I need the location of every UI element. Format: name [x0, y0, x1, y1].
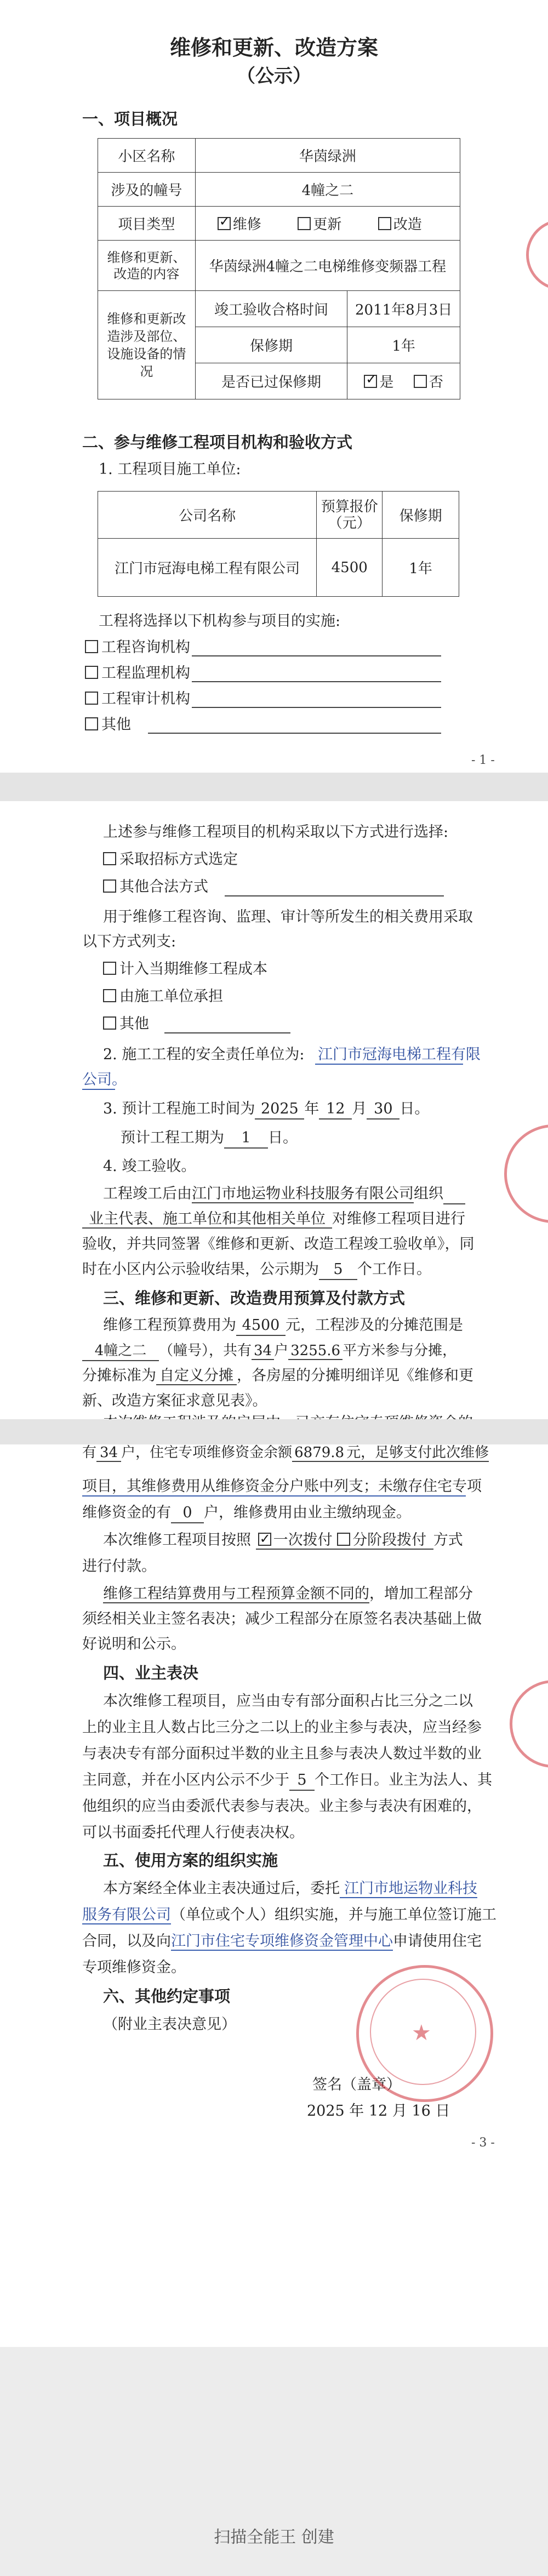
warranty-expired-options [347, 363, 460, 399]
blank-line [225, 895, 444, 896]
checkbox-update [298, 217, 311, 230]
page-1 [0, 0, 548, 773]
selection-method-text: 上述参与维修工程项目的机构采取以下方式进行选择: [103, 824, 449, 841]
settlement-line-3: 好说明和公示。 [82, 1636, 186, 1653]
area: 3255.6 [288, 1343, 342, 1360]
org-select-text: 工程将选择以下机构参与项目的实施: [99, 613, 341, 630]
option-other-method: 其他合法方式 [103, 878, 208, 896]
budget-amount: 4500 [317, 539, 383, 597]
work-content: 华茵绿洲4幢之二电梯维修变频器工程 [195, 241, 460, 291]
document-subtitle: （公示） [237, 65, 311, 87]
seal-star-icon: ★ [412, 2020, 431, 2046]
option-renovate: 改造 [393, 216, 422, 233]
vote-line-6: 可以书面委托代理人行使表决权。 [82, 1824, 304, 1841]
safety-unit-label: 2. 施工工程的安全责任单位为: [103, 1046, 305, 1063]
organizer: 江门市地运物业科技服务有限公司 [192, 1185, 414, 1202]
checkbox [103, 962, 116, 975]
safety-unit-value: 江门市冠海电梯工程有限 [318, 1046, 481, 1063]
col-header-budget: 预算报价（元） [317, 492, 383, 539]
option-yes: 是 [379, 374, 394, 391]
page-gap [0, 773, 548, 801]
budget-line: 维修工程预算费用为 4500 元，工程涉及的分摊范围是 [103, 1316, 463, 1336]
cell-label: 竣工验收合格时间 [195, 291, 347, 327]
checkbox-renovate [378, 217, 391, 230]
signature-label: 签名（盖章） [312, 2076, 401, 2093]
impl-line-2: 服务有限公司（单位或个人）组织实施，并与施工单位签订施工 [82, 1906, 496, 1923]
cell-label: 项目类型 [98, 207, 196, 241]
warranty: 1年 [383, 539, 459, 597]
unfunded-count: 0 [171, 1504, 204, 1523]
acceptance-line-4: 时在小区内公示验收结果，公示期为 5 个工作日。 [82, 1260, 431, 1280]
scope: 4幢之二 [82, 1341, 159, 1361]
fund-center: 江门市住宅专项维修资金管理中心 [171, 1933, 393, 1950]
acceptance-line-2: 业主代表、施工单位和其他相关单位 对维修工程项目进行 [82, 1210, 465, 1229]
vote-line-5: 他组织的应当由委派代表参与表决。业主参与表决有困难的， [82, 1798, 482, 1815]
fund-line-2: 有 34 户，住宅专项维修资金余额 6879.8 元，足够支付此次维修 [82, 1444, 489, 1461]
page-3 [0, 1444, 548, 2347]
option-project-cost: 计入当期维修工程成本 [103, 960, 267, 979]
section-3-heading: 三、维修和更新、改造费用预算及付款方式 [103, 1289, 406, 1307]
duration-line: 预计工程工期为 1 日。 [121, 1129, 298, 1149]
checkbox-yes-checked [364, 375, 377, 388]
payment-line: 本次维修工程项目按照 ✓ 一次拨付 分阶段拨付 方式 [103, 1531, 463, 1550]
attachment-note: （附业主表决意见） [103, 2016, 236, 2033]
start-month: 12 [319, 1100, 352, 1119]
cell-label: 维修和更新、改造的内容 [98, 241, 196, 291]
option-lump-sum: 一次拨付 [273, 1532, 333, 1549]
acceptance-line-1: 工程竣工后由江门市地运物业科技服务有限公司组织 [103, 1185, 465, 1204]
blank-line [164, 1032, 290, 1033]
blank-line [192, 655, 441, 656]
section-6-heading: 六、其他约定事项 [103, 1987, 231, 2006]
checkbox [85, 692, 98, 705]
blank-line [192, 707, 441, 708]
budget-amount: 4500 [236, 1316, 286, 1336]
section-4-heading: 四、业主表决 [103, 1664, 199, 1682]
vote-line-2: 上的业主且人数占比三分之二以上的业主参与表决，应当经参 [82, 1719, 482, 1736]
cell-label: 维修和更新改造涉及部位、设施设备的情况 [98, 291, 196, 399]
col-header-company: 公司名称 [98, 492, 317, 539]
unfunded-line: 维修资金的有 0 户，维修费用由业主缴纳现金。 [82, 1504, 411, 1523]
participants: 业主代表、施工单位和其他相关单位 [82, 1210, 332, 1229]
fee-method-text: 用于维修工程咨询、监理、审计等所发生的相关费用采取 [103, 909, 473, 926]
cell-label: 是否已过保修期 [195, 363, 347, 399]
checkbox [103, 989, 116, 1002]
checkbox [85, 717, 98, 730]
red-seal-partial [504, 1124, 548, 1223]
contractor-table [98, 491, 459, 597]
company-seal [356, 1965, 493, 2102]
section-5-heading: 五、使用方案的组织实施 [103, 1851, 278, 1870]
start-day: 30 [367, 1100, 399, 1119]
checkbox-staged [337, 1533, 350, 1546]
implementer: 江门市地运物业科技 [340, 1880, 477, 1898]
start-year: 2025 [255, 1100, 304, 1119]
org-item-consulting: 工程咨询机构 [85, 638, 190, 657]
fee-method-text-2: 以下方式列支: [82, 933, 176, 950]
org-item-audit: 工程审计机构 [85, 690, 190, 709]
item-1-contractor: 1. 工程项目施工单位: [99, 461, 241, 478]
checkbox [103, 879, 116, 893]
implementer-2: 服务有限公司 [82, 1906, 171, 1923]
community-name: 华茵绿洲 [195, 139, 460, 173]
allocation-standard: 自定义分摊 [156, 1367, 237, 1385]
impl-line-4: 专项维修资金。 [82, 1959, 186, 1976]
acceptance-line-3: 验收，并共同签署《维修和更新、改造工程竣工验收单》，同 [82, 1236, 475, 1253]
org-item-other: 其他 [85, 716, 131, 734]
payment-line-2: 进行付款。 [82, 1558, 156, 1575]
settlement-line-2: 须经相关业主签名表决；减少工程部分在原签名表决基础上做 [82, 1610, 482, 1627]
option-repair: 维修 [232, 216, 261, 233]
warranty-period: 1年 [347, 327, 460, 363]
option-contractor-pay: 由施工单位承担 [103, 987, 223, 1006]
settlement-line: 维修工程结算费用与工程预算金额不同的，增加工程部分 [103, 1585, 473, 1602]
vote-line-3: 与表决专有部分面积过半数的业主且参与表决人数过半数的业 [82, 1745, 482, 1762]
building-number: 4幢之二 [195, 173, 460, 207]
blank-line [148, 733, 441, 734]
page-number: - 1 - [471, 753, 495, 767]
option-tender: 采取招标方式选定 [103, 850, 238, 869]
impl-line-3: 合同，以及向江门市住宅专项维修资金管理中心申请使用住宅 [82, 1933, 482, 1950]
vote-line-4: 主同意，并在小区内公示不少于 5 个工作日。业主为法人、其 [82, 1771, 492, 1791]
publicity-days: 5 [319, 1260, 357, 1280]
checkbox-lump-sum-checked [258, 1533, 271, 1546]
schedule-line: 3. 预计工程施工时间为 2025 年 12 月 30 日。 [103, 1100, 429, 1119]
org-item-supervision: 工程监理机构 [85, 664, 190, 683]
vote-line-1: 本次维修工程项目，应当由专有部分面积占比三分之二以 [103, 1693, 473, 1710]
duration-days: 1 [224, 1129, 268, 1149]
vote-publicity-days: 5 [289, 1771, 315, 1791]
option-other-fee: 其他 [103, 1015, 149, 1033]
checkbox-no [414, 375, 427, 388]
scope-line: 4幢之二 （幢号），共有 34 户 3255.6 平方米参与分摊， [82, 1341, 456, 1361]
checkbox [85, 666, 98, 679]
household-count: 34 [252, 1343, 274, 1360]
page-number: - 3 - [471, 2136, 495, 2150]
completion-date: 2011年8月3日 [347, 291, 460, 327]
underline [82, 1089, 115, 1090]
cell-label: 涉及的幢号 [98, 173, 196, 207]
project-overview-table [98, 138, 460, 399]
checkbox-repair-checked [218, 217, 231, 230]
col-header-warranty: 保修期 [383, 492, 459, 539]
checkbox [85, 640, 98, 653]
acceptance-heading: 4. 竣工验收。 [103, 1158, 196, 1175]
company-name: 江门市冠海电梯工程有限公司 [98, 539, 317, 597]
option-update: 更新 [313, 216, 342, 233]
settlement-condition: 维修工程结算费用与工程预算金额不同的 [103, 1585, 369, 1602]
section-1-heading: 一、项目概况 [82, 110, 178, 128]
fund-line-3: 项目，其维修费用从维修资金分户账中列支；未缴存住宅专项 [82, 1478, 482, 1495]
page-2 [0, 801, 548, 1419]
impl-line-1: 本方案经全体业主表决通过后，委托 江门市地运物业科技 [103, 1880, 477, 1897]
option-staged: 分阶段拨付 [352, 1532, 427, 1549]
page-gap [0, 1419, 548, 1444]
project-type-options [195, 207, 460, 241]
checkbox [103, 1016, 116, 1030]
option-no: 否 [429, 374, 443, 391]
allocation-line-2: 新、改造方案征求意见表》。 [82, 1392, 267, 1409]
checkbox [103, 852, 116, 865]
red-seal-partial [510, 1680, 548, 1768]
sign-date: 2025 年 12 月 16 日 [307, 2103, 450, 2120]
red-seal-partial [526, 219, 548, 290]
allocation-line: 分摊标准为 自定义分摊 ，各房屋的分摊明细详见《维修和更 [82, 1367, 473, 1384]
cell-label: 小区名称 [98, 139, 196, 173]
scanner-brand: 扫描全能王 创建 [214, 2528, 334, 2547]
document-title: 维修和更新、改造方案 [169, 35, 378, 60]
underline [315, 1064, 463, 1065]
safety-unit-value-2: 公司。 [82, 1071, 127, 1088]
section-2-heading: 二、参与维修工程项目机构和验收方式 [82, 433, 353, 452]
funded-households: 34 [96, 1444, 121, 1462]
fund-balance: 6879.8 [292, 1444, 346, 1462]
underline [82, 1495, 466, 1497]
blank-line [192, 681, 441, 682]
cell-label: 保修期 [195, 327, 347, 363]
